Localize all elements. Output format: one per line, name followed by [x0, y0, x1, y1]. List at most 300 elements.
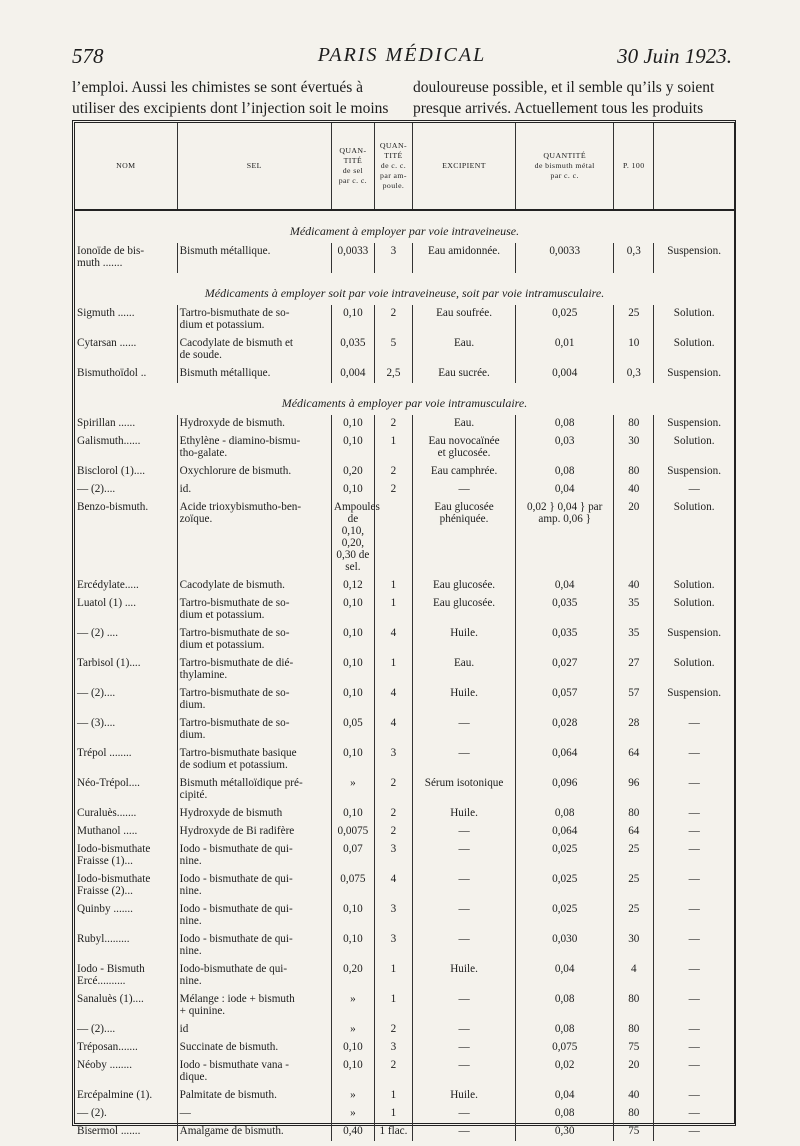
section-heading-row	[75, 273, 734, 305]
cell-nom: Ercépalmine (1).	[77, 1089, 153, 1101]
table-row	[75, 685, 734, 715]
cell-nom: Cytarsan ......	[77, 337, 137, 349]
table-row	[75, 901, 734, 931]
cell-quantite-cc: 2,5	[374, 365, 412, 383]
cell-sel: Amalgame de bismuth.	[177, 1123, 331, 1141]
cell-forme: —	[654, 901, 734, 931]
cell-excipient: Huile.	[412, 625, 515, 655]
section-title: Médicaments à employer par voie intramusculaire.	[281, 396, 528, 410]
cell-p100: 0,3	[614, 243, 654, 273]
cell-p100: 57	[614, 685, 654, 715]
cell-nom: Bisclorol (1)....	[77, 465, 146, 477]
cell-p100: 25	[614, 305, 654, 335]
cell-p100: 80	[614, 463, 654, 481]
cell-excipient: —	[412, 745, 515, 775]
cell-quantite-cc: 4	[374, 715, 412, 745]
cell-quantite-bismuth: 0,08	[516, 463, 614, 481]
cell-nom: Bismuthoïdol ..	[77, 367, 147, 379]
cell-excipient: —	[412, 901, 515, 931]
cell-p100: 80	[614, 1105, 654, 1123]
cell-nom: Galismuth......	[77, 435, 141, 447]
header-sel: SEL	[177, 123, 331, 210]
cell-forme: Suspension.	[654, 463, 734, 481]
cell-sel: Acide trioxybismutho-ben- zoïque.	[177, 499, 331, 577]
cell-quantite-cc: 1	[374, 655, 412, 685]
cell-quantite-sel: 0,05	[331, 715, 374, 745]
table-row	[75, 335, 734, 365]
cell-quantite-bismuth: 0,08	[516, 805, 614, 823]
cell-nom: Tarbisol (1)....	[77, 657, 141, 669]
cell-quantite-sel: 0,12	[331, 577, 374, 595]
cell-nom: Iodo - Bismuth Ercé..........	[77, 963, 145, 987]
table-row	[75, 481, 734, 499]
header-excipient: EXCIPIENT	[412, 123, 515, 210]
table-row	[75, 1057, 734, 1087]
cell-quantite-sel: 0,10	[331, 805, 374, 823]
cell-quantite-sel: 0,10	[331, 595, 374, 625]
cell-forme: —	[654, 991, 734, 1021]
table-row	[75, 365, 734, 383]
cell-nom: Luatol (1) ....	[77, 597, 137, 609]
cell-forme: —	[654, 1087, 734, 1105]
table-row	[75, 841, 734, 871]
cell-quantite-sel: 0,004	[331, 365, 374, 383]
cell-sel: Iodo - bismuthate de qui- nine.	[177, 841, 331, 871]
cell-nom: Benzo-bismuth.	[77, 501, 149, 513]
issue-date: 30 Juin 1923.	[617, 44, 732, 68]
cell-p100: 40	[614, 577, 654, 595]
cell-sel: Bismuth métallique.	[177, 243, 331, 273]
cell-quantite-bismuth: 0,025	[516, 305, 614, 335]
cell-quantite-bismuth: 0,03	[516, 433, 614, 463]
header-quantite-bismuth: QUANTITÉ de bismuth métal par c. c.	[516, 123, 614, 210]
cell-excipient: —	[412, 715, 515, 745]
cell-quantite-cc: 1	[374, 433, 412, 463]
cell-excipient: —	[412, 1021, 515, 1039]
cell-forme: —	[654, 805, 734, 823]
cell-excipient: Huile.	[412, 685, 515, 715]
cell-sel: Tartro-bismuthate de so- dium et potassium.	[177, 625, 331, 655]
intro-line: l’emploi. Aussi les chimistes se sont évertués à	[72, 79, 364, 96]
cell-forme: —	[654, 481, 734, 499]
cell-p100: 30	[614, 931, 654, 961]
cell-excipient: Eau sucrée.	[412, 365, 515, 383]
cell-quantite-cc: 1	[374, 577, 412, 595]
cell-nom: Muthanol .....	[77, 825, 138, 837]
header-quantite-sel: QUAN- TITÉ de sel par c. c.	[331, 123, 374, 210]
cell-excipient: —	[412, 841, 515, 871]
cell-quantite-sel: 0,10	[331, 433, 374, 463]
intro-left-column	[72, 77, 398, 119]
cell-p100: 25	[614, 871, 654, 901]
cell-forme: Solution.	[654, 595, 734, 625]
cell-quantite-cc: 2	[374, 305, 412, 335]
cell-p100: 10	[614, 335, 654, 365]
cell-quantite-bismuth: 0,004	[516, 365, 614, 383]
section-title: Médicament à employer par voie intraveineuse.	[289, 224, 520, 238]
cell-quantite-cc: 2	[374, 463, 412, 481]
table-row	[75, 823, 734, 841]
cell-quantite-cc: 1	[374, 991, 412, 1021]
cell-excipient: —	[412, 823, 515, 841]
cell-quantite-cc: 4	[374, 685, 412, 715]
cell-quantite-cc: 2	[374, 805, 412, 823]
cell-sel: Tartro-bismuthate de so- dium.	[177, 715, 331, 745]
table-row	[75, 499, 734, 577]
cell-quantite-sel: 0,20	[331, 463, 374, 481]
cell-excipient: —	[412, 1105, 515, 1123]
cell-excipient: —	[412, 1057, 515, 1087]
cell-quantite-bismuth: 0,025	[516, 841, 614, 871]
table-row	[75, 745, 734, 775]
cell-nom: — (2)....	[77, 1023, 116, 1035]
cell-nom: Tréposan.......	[77, 1041, 138, 1053]
cell-forme: —	[654, 931, 734, 961]
cell-forme: —	[654, 1039, 734, 1057]
cell-forme: Solution.	[654, 305, 734, 335]
cell-quantite-bismuth: 0,08	[516, 991, 614, 1021]
cell-excipient: Eau glucosée.	[412, 577, 515, 595]
cell-nom: — (3)....	[77, 717, 116, 729]
cell-forme: Solution.	[654, 433, 734, 463]
cell-quantite-sel: 0,0075	[331, 823, 374, 841]
cell-nom: Spirillan ......	[77, 417, 136, 429]
cell-excipient: Eau.	[412, 335, 515, 365]
cell-p100: 20	[614, 499, 654, 577]
cell-quantite-cc: 2	[374, 775, 412, 805]
cell-nom: Quinby .......	[77, 903, 133, 915]
cell-forme: —	[654, 1123, 734, 1141]
cell-sel: Iodo - bismuthate de qui- nine.	[177, 931, 331, 961]
cell-quantite-cc: 5	[374, 335, 412, 365]
cell-excipient: Eau glucosée phéniquée.	[412, 499, 515, 577]
intro-right-column	[413, 77, 743, 119]
cell-forme: Suspension.	[654, 415, 734, 433]
cell-excipient: —	[412, 991, 515, 1021]
cell-quantite-sel: 0,10	[331, 931, 374, 961]
cell-p100: 27	[614, 655, 654, 685]
cell-quantite-cc: 3	[374, 1039, 412, 1057]
cell-excipient: Sérum isotonique	[412, 775, 515, 805]
cell-excipient: Huile.	[412, 1087, 515, 1105]
cell-excipient: Eau glucosée.	[412, 595, 515, 625]
cell-quantite-bismuth: 0,04	[516, 481, 614, 499]
cell-quantite-sel: 0,10	[331, 625, 374, 655]
cell-sel: Palmitate de bismuth.	[177, 1087, 331, 1105]
cell-nom: Bisermol .......	[77, 1125, 141, 1137]
cell-forme: —	[654, 841, 734, 871]
cell-p100: 64	[614, 823, 654, 841]
cell-excipient: Eau.	[412, 415, 515, 433]
cell-excipient: —	[412, 1039, 515, 1057]
cell-sel: Iodo - bismuthate vana - dique.	[177, 1057, 331, 1087]
section-heading-row	[75, 383, 734, 415]
cell-quantite-sel: 0,07	[331, 841, 374, 871]
table-body	[75, 210, 734, 1141]
cell-quantite-bismuth: 0,028	[516, 715, 614, 745]
table-row	[75, 243, 734, 273]
cell-nom: — (2)....	[77, 483, 116, 495]
table-row	[75, 577, 734, 595]
cell-quantite-cc: 2	[374, 1057, 412, 1087]
cell-p100: 75	[614, 1039, 654, 1057]
cell-quantite-sel: 0,075	[331, 871, 374, 901]
cell-sel: Iodo - bismuthate de qui- nine.	[177, 871, 331, 901]
cell-forme: Suspension.	[654, 685, 734, 715]
cell-forme: Suspension.	[654, 625, 734, 655]
cell-quantite-cc: 1	[374, 1087, 412, 1105]
cell-quantite-sel: »	[331, 1021, 374, 1039]
cell-quantite-cc: 2	[374, 415, 412, 433]
table-row	[75, 463, 734, 481]
cell-quantite-bismuth: 0,035	[516, 625, 614, 655]
cell-nom: Néoby ........	[77, 1059, 132, 1071]
cell-quantite-cc: 2	[374, 481, 412, 499]
cell-p100: 0,3	[614, 365, 654, 383]
cell-excipient: Eau amidonnée.	[412, 243, 515, 273]
header-nom: NOM	[75, 123, 177, 210]
cell-sel: Succinate de bismuth.	[177, 1039, 331, 1057]
cell-quantite-bismuth: 0,08	[516, 1021, 614, 1039]
cell-quantite-sel: »	[331, 1105, 374, 1123]
cell-excipient: Huile.	[412, 961, 515, 991]
cell-nom: — (2).	[77, 1107, 107, 1119]
cell-nom: — (2)....	[77, 687, 116, 699]
cell-forme: Suspension.	[654, 365, 734, 383]
cell-sel: Oxychlorure de bismuth.	[177, 463, 331, 481]
journal-title: PARIS MÉDICAL	[317, 44, 487, 66]
cell-nom: Ionoïde de bis- muth .......	[77, 245, 145, 269]
table-header-row	[75, 123, 734, 210]
cell-p100: 35	[614, 595, 654, 625]
cell-quantite-cc: 1	[374, 595, 412, 625]
cell-quantite-cc: 3	[374, 841, 412, 871]
cell-sel: Tartro-bismuthate de so- dium et potassium.	[177, 595, 331, 625]
cell-nom: Trépol ........	[77, 747, 132, 759]
cell-p100: 80	[614, 991, 654, 1021]
cell-p100: 30	[614, 433, 654, 463]
table-row	[75, 961, 734, 991]
header-forme	[654, 123, 734, 210]
table-row	[75, 625, 734, 655]
page-number: 578	[72, 44, 104, 68]
cell-quantite-bismuth: 0,04	[516, 961, 614, 991]
cell-sel: Ethylène - diamino-bismu- tho-galate.	[177, 433, 331, 463]
table-row	[75, 1087, 734, 1105]
cell-quantite-bismuth: 0,064	[516, 745, 614, 775]
cell-forme: Suspension.	[654, 243, 734, 273]
cell-p100: 25	[614, 841, 654, 871]
cell-quantite-cc: 1 flac.	[374, 1123, 412, 1141]
cell-sel: Mélange : iode + bismuth + quinine.	[177, 991, 331, 1021]
cell-nom: Sigmuth ......	[77, 307, 135, 319]
table-row	[75, 1123, 734, 1141]
cell-quantite-sel: 0,20	[331, 961, 374, 991]
intro-line: presque arrivés. Actuellement tous les produits	[413, 100, 704, 117]
cell-quantite-bismuth: 0,0033	[516, 243, 614, 273]
cell-forme: —	[654, 745, 734, 775]
cell-excipient: Eau camphrée.	[412, 463, 515, 481]
cell-p100: 25	[614, 901, 654, 931]
table-row	[75, 305, 734, 335]
cell-p100: 28	[614, 715, 654, 745]
cell-forme: —	[654, 1105, 734, 1123]
table-row	[75, 931, 734, 961]
cell-quantite-bismuth: 0,02	[516, 1057, 614, 1087]
cell-quantite-bismuth: 0,025	[516, 901, 614, 931]
cell-excipient: —	[412, 1123, 515, 1141]
table-row	[75, 595, 734, 625]
cell-nom: — (2) ....	[77, 627, 119, 639]
cell-sel: Tartro-bismuthate de dié- thylamine.	[177, 655, 331, 685]
cell-sel: Hydroxyde de Bi radifère	[177, 823, 331, 841]
cell-nom: Curaluès.......	[77, 807, 137, 819]
table-row	[75, 1039, 734, 1057]
cell-sel: Hydroxyde de bismuth.	[177, 415, 331, 433]
cell-quantite-cc: 3	[374, 931, 412, 961]
cell-sel: Tartro-bismuthate de so- dium et potassium.	[177, 305, 331, 335]
cell-p100: 80	[614, 415, 654, 433]
cell-sel: Iodo - bismuthate de qui- nine.	[177, 901, 331, 931]
cell-quantite-bismuth: 0,08	[516, 415, 614, 433]
cell-forme: —	[654, 823, 734, 841]
cell-sel: Bismuth métallique.	[177, 365, 331, 383]
cell-sel: Hydroxyde de bismuth	[177, 805, 331, 823]
cell-excipient: Eau novocaïnée et glucosée.	[412, 433, 515, 463]
cell-quantite-cc: 1	[374, 961, 412, 991]
cell-nom: Iodo-bismuthate Fraisse (1)...	[77, 843, 151, 867]
cell-sel: Iodo-bismuthate de qui- nine.	[177, 961, 331, 991]
cell-quantite-bismuth: 0,064	[516, 823, 614, 841]
page-header	[72, 44, 732, 74]
cell-quantite-bismuth: 0,04	[516, 1087, 614, 1105]
cell-p100: 80	[614, 1021, 654, 1039]
cell-forme: Solution.	[654, 335, 734, 365]
table-row	[75, 715, 734, 745]
cell-sel: id.	[177, 481, 331, 499]
cell-quantite-sel: 0,10	[331, 901, 374, 931]
cell-quantite-sel: 0,40	[331, 1123, 374, 1141]
cell-quantite-sel: »	[331, 775, 374, 805]
cell-quantite-cc: 1	[374, 1105, 412, 1123]
cell-quantite-bismuth: 0,030	[516, 931, 614, 961]
cell-quantite-sel: »	[331, 991, 374, 1021]
cell-nom: Rubyl.........	[77, 933, 130, 945]
cell-sel: —	[177, 1105, 331, 1123]
section-heading-row	[75, 210, 734, 243]
cell-p100: 4	[614, 961, 654, 991]
cell-quantite-bismuth: 0,075	[516, 1039, 614, 1057]
cell-quantite-sel: »	[331, 1087, 374, 1105]
cell-quantite-bismuth: 0,02 } 0,04 } par amp. 0,06 }	[516, 499, 614, 577]
cell-forme: —	[654, 961, 734, 991]
cell-quantite-cc: 4	[374, 871, 412, 901]
intro-line: utiliser des excipients dont l’injection soit le moins	[72, 100, 389, 117]
cell-quantite-cc: 2	[374, 1021, 412, 1039]
cell-quantite-sel: 0,10	[331, 745, 374, 775]
cell-forme: —	[654, 871, 734, 901]
cell-p100: 40	[614, 1087, 654, 1105]
cell-quantite-cc: 3	[374, 745, 412, 775]
intro-line: douloureuse possible, et il semble qu’ils y soient	[413, 79, 715, 96]
cell-p100: 20	[614, 1057, 654, 1087]
cell-forme: —	[654, 1021, 734, 1039]
cell-nom: Ercédylate.....	[77, 579, 139, 591]
table-row	[75, 433, 734, 463]
cell-quantite-cc: 4	[374, 625, 412, 655]
table-row	[75, 871, 734, 901]
cell-nom: Néo-Trépol....	[77, 777, 140, 789]
cell-quantite-bismuth: 0,057	[516, 685, 614, 715]
cell-p100: 64	[614, 745, 654, 775]
cell-quantite-cc: 2	[374, 823, 412, 841]
cell-forme: Solution.	[654, 577, 734, 595]
cell-sel: Cacodylate de bismuth et de soude.	[177, 335, 331, 365]
bismuth-table	[72, 120, 736, 1137]
cell-forme: Solution.	[654, 499, 734, 577]
cell-nom: Iodo-bismuthate Fraisse (2)...	[77, 873, 151, 897]
cell-sel: Bismuth métalloïdique pré- cipité.	[177, 775, 331, 805]
cell-p100: 40	[614, 481, 654, 499]
cell-quantite-bismuth: 0,035	[516, 595, 614, 625]
cell-quantite-bismuth: 0,30	[516, 1123, 614, 1141]
cell-quantite-bismuth: 0,04	[516, 577, 614, 595]
table-row	[75, 1021, 734, 1039]
cell-excipient: —	[412, 931, 515, 961]
cell-quantite-sel: 0,10	[331, 1039, 374, 1057]
cell-quantite-sel: 0,10	[331, 481, 374, 499]
cell-quantite-sel: 0,10	[331, 1057, 374, 1087]
table-row	[75, 655, 734, 685]
cell-quantite-sel: 0,10	[331, 685, 374, 715]
cell-p100: 35	[614, 625, 654, 655]
cell-quantite-bismuth: 0,027	[516, 655, 614, 685]
cell-quantite-sel: 0,10	[331, 305, 374, 335]
cell-forme: Solution.	[654, 655, 734, 685]
cell-nom: Sanaluès (1)....	[77, 993, 144, 1005]
table-row	[75, 415, 734, 433]
table-row	[75, 805, 734, 823]
cell-quantite-bismuth: 0,08	[516, 1105, 614, 1123]
cell-sel: id	[177, 1021, 331, 1039]
cell-excipient: —	[412, 481, 515, 499]
cell-quantite-sel: 0,0033	[331, 243, 374, 273]
cell-quantite-sel: 0,10	[331, 655, 374, 685]
table-row	[75, 1105, 734, 1123]
cell-excipient: Eau.	[412, 655, 515, 685]
cell-excipient: —	[412, 871, 515, 901]
table-row	[75, 991, 734, 1021]
cell-quantite-bismuth: 0,01	[516, 335, 614, 365]
cell-sel: Tartro-bismuthate basique de sodium et potassium.	[177, 745, 331, 775]
cell-quantite-cc: 3	[374, 901, 412, 931]
header-quantite-cc: QUAN- TITÉ de c. c. par am- poule.	[374, 123, 412, 210]
cell-forme: —	[654, 775, 734, 805]
cell-quantite-cc: 3	[374, 243, 412, 273]
table-row	[75, 775, 734, 805]
cell-forme: —	[654, 715, 734, 745]
cell-quantite-sel: Ampoules de 0,10, 0,20, 0,30 de sel.	[331, 499, 374, 577]
cell-sel: Tartro-bismuthate de so- dium.	[177, 685, 331, 715]
cell-quantite-bismuth: 0,096	[516, 775, 614, 805]
cell-quantite-bismuth: 0,025	[516, 871, 614, 901]
cell-quantite-sel: 0,10	[331, 415, 374, 433]
cell-p100: 80	[614, 805, 654, 823]
cell-excipient: Huile.	[412, 805, 515, 823]
cell-quantite-sel: 0,035	[331, 335, 374, 365]
cell-p100: 96	[614, 775, 654, 805]
section-title: Médicaments à employer soit par voie intraveineuse, soit par voie intramusculaire.	[204, 286, 605, 300]
